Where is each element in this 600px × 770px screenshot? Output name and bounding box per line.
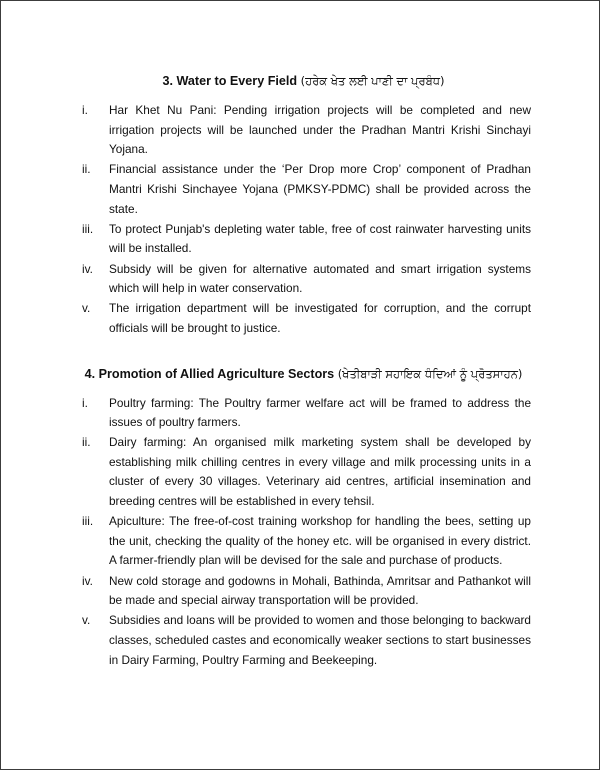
list-item-numeral: iv.	[82, 261, 93, 276]
list-item-text: To protect Punjab's depleting water table, free of cost rainwater harvesting units will be installed.	[109, 221, 531, 256]
section-title-english: 4. Promotion of Allied Agriculture Sectors	[84, 366, 335, 381]
document-content	[76, 71, 531, 671]
list-item-text: Har Khet Nu Pani: Pending irrigation projects will be completed and new irrigation projects will be launched under the Pradhan Mantri Krishi Sinchayi Yojana.	[109, 103, 531, 157]
list-item-text: Apiculture: The free-of-cost training workshop for handling the bees, setting up the unit, checking the quality of the honey etc. will be organised in every district. A farmer-friendly plan will be devised for the sale and purchase of products.	[109, 514, 531, 568]
section-title	[76, 71, 531, 91]
list-item-text: Financial assistance under the ‘Per Drop more Crop’ component of Pradhan Mantri Krishi Sinchayee Yojana (PMKSY-PDMC) shall be provided across the state.	[109, 162, 531, 216]
list-item-numeral: i.	[82, 395, 88, 410]
list-item-text: Subsidies and loans will be provided to women and those belonging to backward classes, scheduled castes and economically weaker sections to start businesses in Dairy Farming, Poultry Farming and Beekeeping.	[109, 613, 531, 667]
list-item	[76, 220, 531, 259]
list-item	[76, 101, 531, 160]
list-item	[76, 394, 531, 433]
list-item-text: The irrigation department will be investigated for corruption, and the corrupt officials will be brought to justice.	[109, 301, 531, 335]
list-item	[76, 512, 531, 571]
list-item-numeral: iii.	[82, 221, 94, 236]
list-item-text: Dairy farming: An organised milk marketing system shall be developed by establishing milk chilling centres in every village and milk processing units in a cluster of every 30 villages. Veterinary aid centres, artificial insemination and breeding centres will be established in every tehsil.	[109, 435, 531, 509]
list-item	[76, 160, 531, 219]
list-item-numeral: v.	[82, 301, 91, 316]
list-item	[76, 611, 531, 670]
list-item	[76, 433, 531, 511]
section-title-punjabi: (ਹਰੇਕ ਖੇਤ ਲਈ ਪਾਣੀ ਦਾ ਪ੍ਰਬੰਧ)	[300, 74, 445, 88]
list-item-text: Subsidy will be given for alternative automated and smart irrigation systems which will help in water conservation.	[109, 261, 531, 296]
section-title-english: 3. Water to Every Field	[162, 74, 298, 88]
list-item-numeral: iii.	[82, 514, 94, 529]
numbered-list	[76, 101, 531, 339]
list-item	[76, 299, 531, 338]
section-title-punjabi: (ਖੇਤੀਬਾੜੀ ਸਹਾਇਕ ਧੰਦਿਆਂ ਨੂੰ ਪ੍ਰੋਤਸਾਹਨ)	[337, 366, 523, 381]
section-allied-agriculture	[76, 364, 531, 671]
list-item-numeral: i.	[82, 103, 88, 117]
list-item-text: New cold storage and godowns in Mohali, Bathinda, Amritsar and Pathankot will be made and special airway transportation will be provided.	[109, 573, 531, 608]
section-water-to-every-field	[76, 71, 531, 339]
list-item-numeral: ii.	[82, 435, 91, 450]
list-item-numeral: iv.	[82, 573, 93, 588]
list-item	[76, 260, 531, 299]
list-item	[76, 572, 531, 611]
numbered-list	[76, 394, 531, 671]
list-item-text: Poultry farming: The Poultry farmer welfare act will be framed to address the issues of poultry farmers.	[109, 395, 531, 430]
list-item-numeral: ii.	[82, 162, 91, 177]
list-item-numeral: v.	[82, 613, 91, 628]
section-title	[76, 364, 531, 384]
